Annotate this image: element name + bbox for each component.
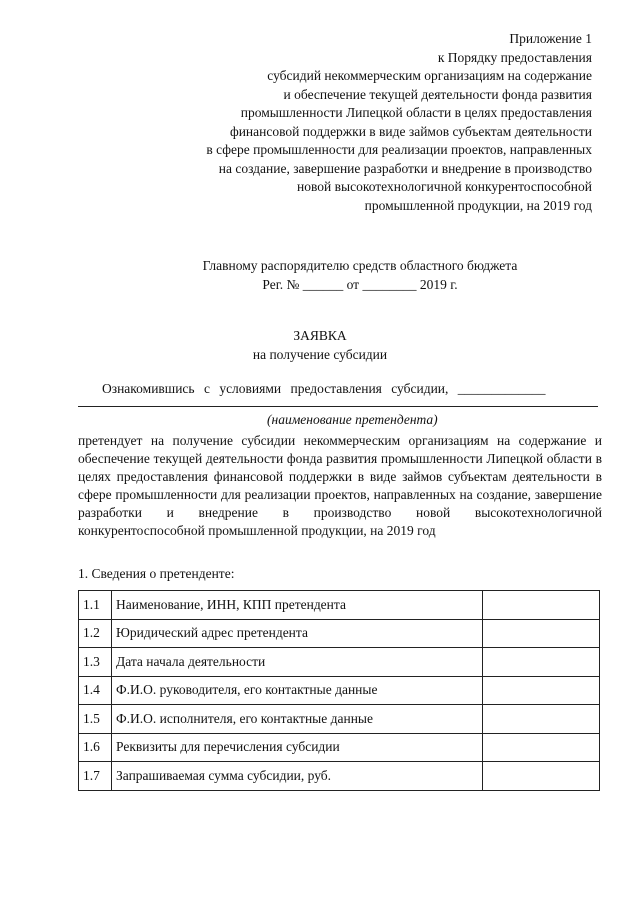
row-label: Запрашиваемая сумма субсидии, руб. [112, 762, 483, 791]
title-heading: ЗАЯВКА [293, 328, 347, 343]
row-label: Наименование, ИНН, КПП претендента [112, 591, 483, 620]
row-number: 1.4 [79, 676, 112, 705]
section-heading: 1. Сведения о претенденте: [78, 566, 235, 581]
row-value-cell[interactable] [483, 676, 600, 705]
row-label: Дата начала деятельности [112, 648, 483, 677]
applicant-name-rule [78, 406, 598, 407]
appendix-line: на создание, завершение разработки и внедрение в производство [218, 160, 592, 176]
appendix-line: и обеспечение текущей деятельности фонда развития [283, 86, 592, 102]
row-value-cell[interactable] [483, 733, 600, 762]
body-paragraph: претендует на получение субсидии некоммерческим организациям на содержание и обеспечение текущей деятельности фонда развития промышленности Липецкой области в целях предоставления финансовой поддержки в виде займов субъектам деятельности в сфере промышленности для реализации проектов, направленных на создание, завершение разработки и внедрение в производство новой высокотехнологичной конкурентоспособной промышленной продукции, на 2019 год [78, 433, 602, 538]
intro-line: Ознакомившись с условиями предоставления субсидии, _____________ [102, 381, 546, 396]
applicant-info-table [78, 590, 600, 791]
appendix-line: новой высокотехнологичной конкурентоспособной [297, 179, 592, 194]
row-label: Реквизиты для перечисления субсидии [112, 733, 483, 762]
appendix-line: финансовой поддержки в виде займов субъектам деятельности [229, 123, 592, 139]
appendix-line: в сфере промышленности для реализации проектов, направленных [206, 142, 592, 157]
table-row [79, 591, 600, 620]
table-row [79, 619, 600, 648]
row-number: 1.7 [79, 762, 112, 791]
row-number: 1.1 [79, 591, 112, 620]
row-label: Юридический адрес претендента [112, 619, 483, 648]
appendix-line: к Порядку предоставления [437, 49, 592, 65]
applicant-name-caption: (наименование претендента) [267, 412, 438, 427]
appendix-line: промышленности Липецкой области в целях предоставления [240, 105, 592, 120]
row-number: 1.6 [79, 733, 112, 762]
appendix-header [206, 30, 592, 215]
addressee-line: Главному распорядителю средств областного бюджета [202, 258, 518, 273]
appendix-line: промышленной продукции, на 2019 год [364, 197, 592, 213]
row-number: 1.3 [79, 648, 112, 677]
appendix-line: Приложение 1 [509, 31, 592, 46]
table-row [79, 676, 600, 705]
row-number: 1.2 [79, 619, 112, 648]
appendix-line: субсидий некоммерческим организациям на содержание [267, 68, 592, 83]
addressee-block [0, 257, 640, 294]
row-value-cell[interactable] [483, 762, 600, 791]
row-value-cell[interactable] [483, 648, 600, 677]
row-label: Ф.И.О. исполнителя, его контактные данные [112, 705, 483, 734]
row-label: Ф.И.О. руководителя, его контактные данные [112, 676, 483, 705]
table-row [79, 705, 600, 734]
row-number: 1.5 [79, 705, 112, 734]
row-value-cell[interactable] [483, 591, 600, 620]
registration-line: Рег. № ______ от ________ 2019 г. [262, 276, 458, 292]
table-row [79, 733, 600, 762]
table-row [79, 762, 600, 791]
row-value-cell[interactable] [483, 705, 600, 734]
table-row [79, 648, 600, 677]
row-value-cell[interactable] [483, 619, 600, 648]
title-subheading: на получение субсидии [252, 346, 388, 362]
document-title [0, 327, 640, 364]
